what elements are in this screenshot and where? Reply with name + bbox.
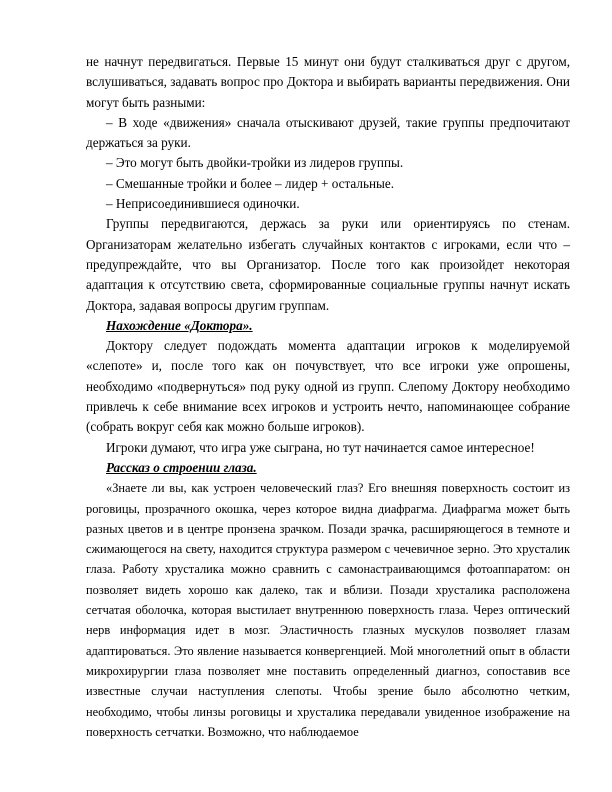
list-item-friends: – В ходе «движения» сначала отыскивают друзей, такие группы предпочитают держаться за руки. bbox=[86, 114, 570, 151]
list-item-mixed-triples: – Смешанные тройки и более – лидер + остальные. bbox=[106, 175, 395, 191]
section-heading-eye-story: Рассказ о строении глаза. bbox=[106, 459, 257, 475]
list-item-loners: – Неприсоединившиеся одиночки. bbox=[106, 196, 300, 212]
document-page bbox=[86, 52, 570, 742]
list-item-leader-pairs: – Это могут быть двойки-тройки из лидеров группы. bbox=[106, 155, 404, 171]
section-heading-finding-doctor: Нахождение «Доктора». bbox=[106, 317, 253, 333]
paragraph-eye-structure: «Знаете ли вы, как устроен человеческий глаз? Его внешняя поверхность состоит из роговицы, прозрачного окошка, через которое видна диафрагма. Диафрагма может быть разных цветов и в центре пронзена зрачком. Позади зрачка, расширяющегося в темноте и сжимающегося на свету, находится структура размером с чечевичное зерно. Это хрусталик глаза. Работу хрусталика можно сравнить с самонастраивающимся фотоаппаратом: он позволяет видеть хорошо как далеко, так и вблизи. Позади хрусталика расположена сетчатая оболочка, которая выстилает внутреннюю поверхность глаза. Через оптический нерв информация идет в мозг. Эластичность глазных мускулов позволяет глазам адаптироваться. Это явление называется конвергенцией. Мой многолетний опыт в области микрохирургии глаза позволяет мне поставить определенный диагноз, сопоставив все известные случаи наступления слепоты. Чтобы зрение было абсолютно четким, необходимо, чтобы линзы роговицы и хрусталика передавали увиденное изображение на поверхность сетчатки. Возможно, что наблюдаемое bbox=[86, 481, 570, 739]
paragraph-movement-intro: не начнут передвигаться. Первые 15 минут они будут сталкиваться друг с другом, вслушиваться, задавать вопрос про Доктора и выбирать варианты передвижения. Они могут быть разными: bbox=[86, 54, 570, 110]
paragraph-game-continues: Игроки думают, что игра уже сыграна, но тут начинается самое интересное! bbox=[106, 439, 535, 455]
paragraph-doctor-waits: Доктору следует подождать момента адаптации игроков к моделируемой «слепоте» и, после того как он почувствует, что все игроки уже опрошены, необходимо «подвернуться» под руку одной из групп. Слепому Доктору необходимо привлечь к себе внимание всех игроков и устроить нечто, напоминающее собрание (собрать вокруг себя как можно больше игроков). bbox=[86, 338, 570, 435]
paragraph-groups-moving: Группы передвигаются, держась за руки или ориентируясь по стенам. Организаторам желательно избегать случайных контактов с игроками, если что – предупреждайте, что вы Организатор. После того как произойдет некоторая адаптация к отсутствию света, сформированные социальные группы начнут искать Доктора, задавая вопросы другим группам. bbox=[86, 216, 570, 313]
